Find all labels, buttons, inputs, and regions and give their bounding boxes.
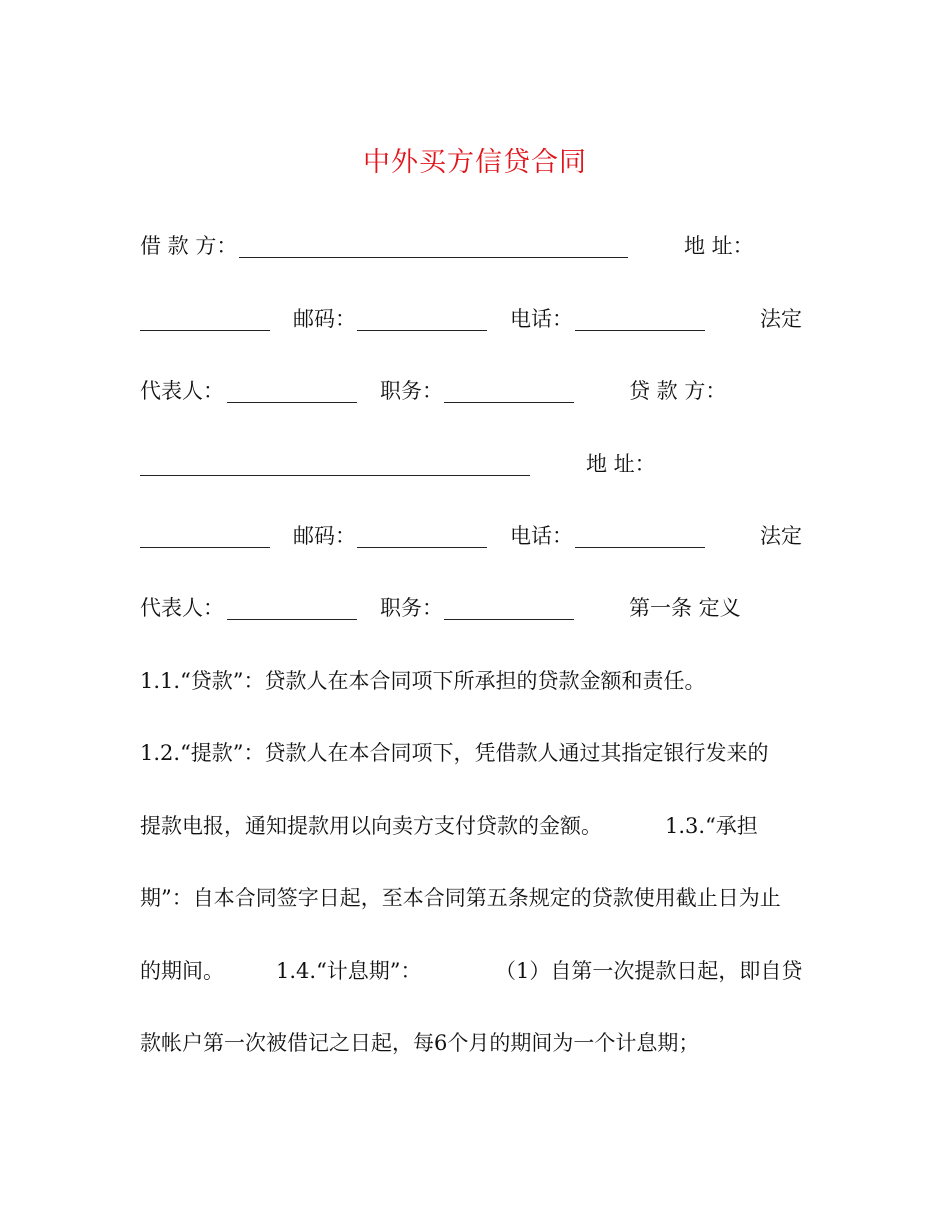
lender-postcode-blank [357, 547, 487, 548]
definition-1-4-line2 [140, 1023, 802, 1063]
borrower-address-label: 地 址： [684, 234, 754, 258]
article1-heading: 第一条 定义 [629, 596, 741, 620]
borrower-contact-line [140, 299, 802, 339]
definition-1-3-text-c: 的期间。 [140, 959, 224, 983]
borrower-postcode-label: 邮码： [293, 307, 356, 331]
borrower-line [140, 226, 802, 266]
document-title: 中外买方信贷合同 [363, 147, 587, 178]
definition-1-2-line2 [140, 806, 802, 846]
definition-1-2-text-a: 1.2.“提款”：贷款人在本合同项下，凭借款人通过其指定银行发来的 [140, 741, 769, 765]
lender-contact-line [140, 516, 802, 556]
lender-name-blank [140, 475, 530, 476]
borrower-phone-blank [575, 330, 705, 331]
definition-1-4-heading: 1.4.“计息期”： [276, 959, 422, 983]
lender-postcode-label: 邮码： [293, 524, 356, 548]
borrower-position-blank [444, 402, 574, 403]
borrower-address-blank [140, 330, 270, 331]
borrower-label: 借 款 方： [140, 234, 238, 258]
lender-legal-prefix: 法定 [760, 524, 802, 548]
definition-1-4-text-c: 款帐户第一次被借记之日起，每6个月的期间为一个计息期； [140, 1031, 700, 1055]
lender-legal-rep-blank [227, 619, 357, 620]
borrower-legal-prefix: 法定 [760, 307, 802, 331]
borrower-name-blank [239, 257, 628, 258]
lender-legal-rep-label: 代表人： [140, 596, 224, 620]
lender-name-line [140, 444, 802, 484]
definition-1-1 [140, 661, 802, 701]
lender-label: 贷 款 方： [629, 379, 727, 403]
borrower-position-label: 职务： [380, 379, 443, 403]
definition-1-3-text-b: 期”：自本合同签字日起，至本合同第五条规定的贷款使用截止日为止 [140, 886, 781, 910]
definition-1-3-line2 [140, 878, 802, 918]
lender-position-blank [444, 619, 574, 620]
borrower-legal-rep-label: 代表人： [140, 379, 224, 403]
lender-address-label: 地 址： [586, 452, 656, 476]
definition-1-3-line3 [140, 951, 802, 991]
lender-rep-line [140, 588, 802, 628]
definition-1-4-text-b: （1）自第一次提款日起，即自贷 [495, 959, 803, 983]
lender-phone-label: 电话： [510, 524, 573, 548]
definition-1-2-text-b: 提款电报，通知提款用以向卖方支付贷款的金额。 [140, 814, 602, 838]
lender-address-blank [140, 547, 270, 548]
definition-1-3-text-a: 1.3.“承担 [665, 814, 758, 838]
borrower-postcode-blank [357, 330, 487, 331]
definition-1-2-line1 [140, 733, 802, 773]
lender-position-label: 职务： [380, 596, 443, 620]
borrower-rep-line [140, 371, 802, 411]
borrower-legal-rep-blank [227, 402, 357, 403]
borrower-phone-label: 电话： [510, 307, 573, 331]
definition-1-1-text: 1.1.“贷款”：贷款人在本合同项下所承担的贷款金额和责任。 [140, 669, 706, 693]
lender-phone-blank [575, 547, 705, 548]
